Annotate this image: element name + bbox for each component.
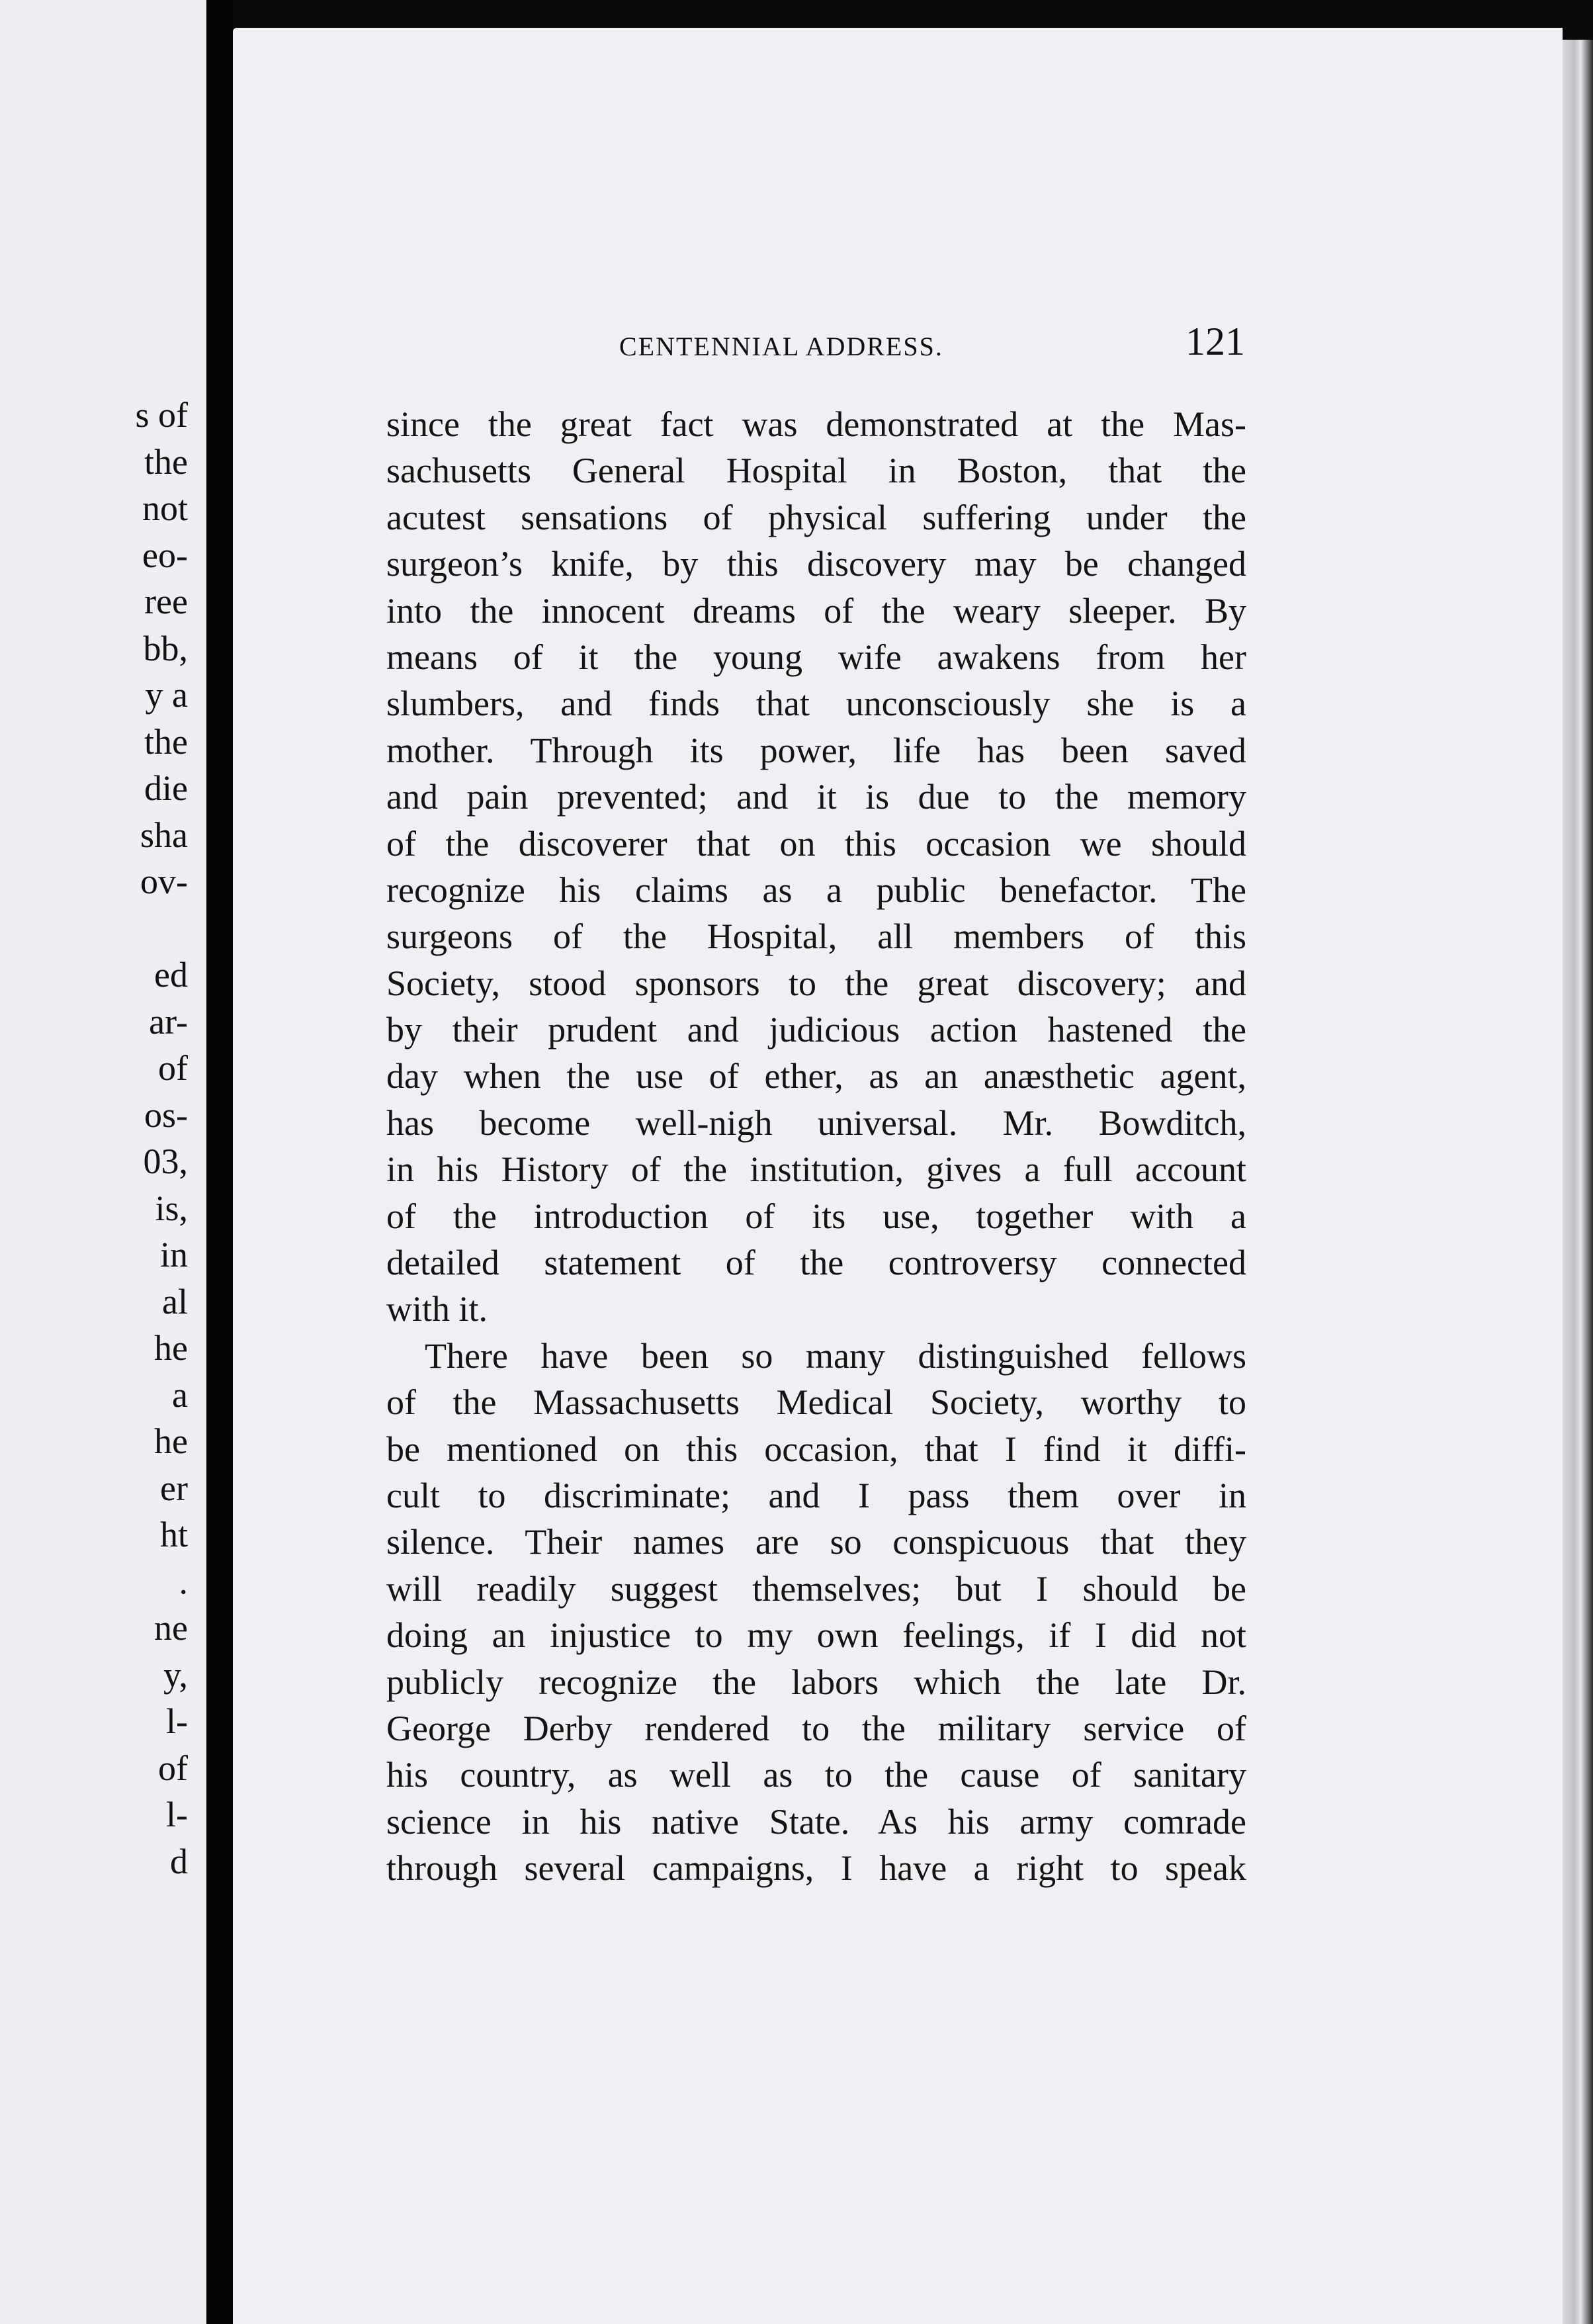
text-line: into the innocent dreams of the weary sleeper. By [386,590,1246,631]
text-line: doing an injustice to my own feelings, if I did not [386,1615,1246,1656]
text-line: day when the use of ether, as an anæsthetic agent, [386,1056,1246,1096]
text-line: Society, stood sponsors to the great discovery; and [386,963,1246,1003]
page-edge [1563,40,1593,2324]
left-fragment-line: al [162,1281,188,1321]
text-line: publicly recognize the labors which the late Dr. [386,1662,1246,1702]
left-fragment-line: the [144,721,188,762]
left-fragment-line: of [158,1048,188,1088]
page-number: 121 [1185,320,1245,363]
text-line: cult to discriminate; and I pass them over in [386,1475,1246,1515]
text-line: surgeons of the Hospital, all members of this [386,916,1246,957]
left-fragment-line [136,905,189,952]
left-fragment-line: not [142,488,188,528]
text-line: since the great fact was demonstrated at the Mas- [386,404,1246,444]
text-line: of the Massachusetts Medical Society, worthy to [386,1382,1246,1423]
book-gutter [206,0,233,2324]
body-text [386,401,1246,1892]
text-line: science in his native State. As his army comrade [386,1801,1246,1842]
left-fragment-line: ree [144,582,188,621]
left-fragment-line: l- [166,1701,188,1741]
left-fragment-line: of [158,1748,188,1788]
left-fragment-line: is, [155,1188,188,1228]
text-line: sachusetts General Hospital in Boston, that the [386,451,1246,491]
text-line: in his History of the institution, gives a full account [386,1149,1246,1190]
left-fragment-line: ov- [140,862,188,901]
left-fragment-line: y, [163,1654,188,1695]
text-line: has become well-nigh universal. Mr. Bowditch, [386,1102,1246,1143]
text-line: of the introduction of its use, together with a [386,1196,1246,1236]
text-line: slumbers, and finds that unconsciously she is a [386,684,1246,724]
left-fragment-line: he [154,1421,188,1461]
text-line: his country, as well as to the cause of sanitary [386,1755,1246,1795]
text-line: with it. [386,1289,488,1329]
text-line: of the discoverer that on this occasion we should [386,823,1246,864]
text-line: There have been so many distinguished fellows [425,1335,1246,1376]
text-line: George Derby rendered to the military service of [386,1708,1246,1748]
left-fragment-line: y a [145,675,188,715]
left-page-text-fragments [136,392,189,1885]
left-fragment-line: 03, [143,1141,188,1181]
text-line: recognize his claims as a public benefactor. The [386,870,1246,910]
left-fragment-line: a [172,1374,188,1415]
text-line: means of it the young wife awakens from her [386,637,1246,677]
text-line: will readily suggest themselves; but I should be [386,1568,1246,1609]
text-line: and pain prevented; and it is due to the memory [386,777,1246,817]
left-fragment-line: ht [159,1515,188,1554]
left-fragment-line: s of [135,395,188,435]
left-facing-page [0,0,206,2324]
left-fragment-line: er [160,1468,188,1508]
running-title: CENTENNIAL ADDRESS. [619,332,943,361]
left-fragment-line: he [154,1328,188,1368]
left-fragment-line: ar- [149,1001,188,1042]
text-line: be mentioned on this occasion, that I find it diffi- [386,1429,1246,1469]
left-fragment-line: d [170,1841,188,1881]
left-fragment-line: eo- [142,535,188,575]
left-fragment-line: . [179,1561,188,1601]
text-line: mother. Through its power, life has been saved [386,730,1246,770]
text-line: through several campaigns, I have a right to speak [386,1848,1246,1889]
left-fragment-line: ed [154,955,188,995]
left-fragment-line: die [144,768,188,808]
text-line: silence. Their names are so conspicuous that they [386,1522,1246,1562]
text-line: detailed statement of the controversy connected [386,1243,1246,1283]
left-fragment-line: ne [154,1608,188,1648]
text-line: surgeon’s knife, by this discovery may be changed [386,544,1246,584]
text-line: acutest sensations of physical suffering under the [386,497,1246,537]
left-fragment-line: in [159,1235,188,1274]
left-fragment-line: l- [166,1795,188,1834]
text-line: by their prudent and judicious action hastened the [386,1010,1246,1050]
left-fragment-line: bb, [143,628,188,668]
left-fragment-line: os- [144,1095,188,1135]
left-fragment-line: sha [140,815,188,855]
left-fragment-line: the [144,441,188,482]
running-head [388,316,1245,376]
